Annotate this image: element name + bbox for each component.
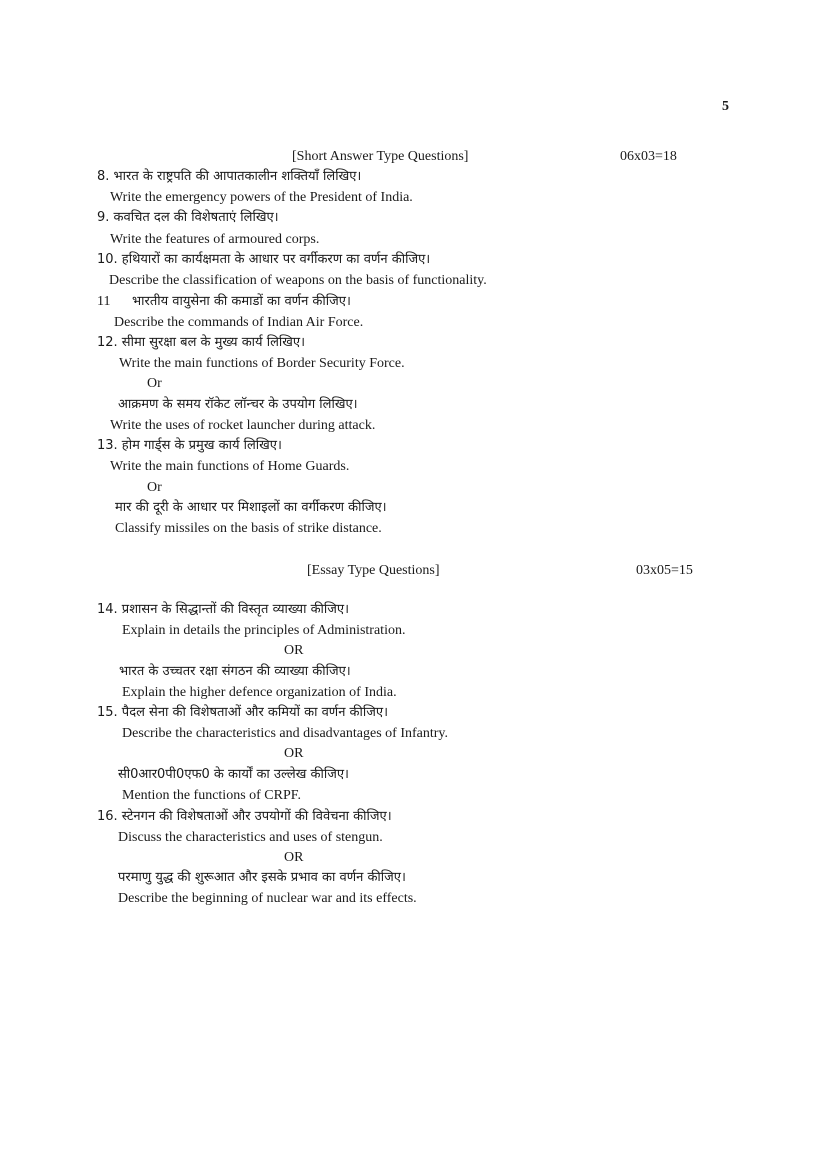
q11-english: Describe the commands of Indian Air Force. [114,315,364,330]
q13-alt-english: Classify missiles on the basis of strike distance. [115,521,382,536]
q16-hindi: 16. स्टेनगन की विशेषताओं और उपयोगों की विवेचना कीजिए। [97,809,392,824]
q12-alt-hindi: आक्रमण के समय रॉकेट लॉन्चर के उपयोग लिखिए। [118,397,358,412]
q10-english: Describe the classification of weapons on the basis of functionality. [109,273,487,288]
q16-english: Discuss the characteristics and uses of stengun. [118,830,383,845]
q14-alt-hindi: भारत के उच्चतर रक्षा संगठन की व्याख्या कीजिए। [119,664,351,679]
q13-alt-hindi: मार की दूरी के आधार पर मिशाइलों का वर्गीकरण कीजिए। [115,500,387,515]
q15-or: OR [284,746,304,761]
q11-number: 11 [97,294,111,309]
page-number: 5 [722,99,729,114]
q15-hindi: 15. पैदल सेना की विशेषताओं और कमियों का वर्णन कीजिए। [97,705,389,720]
short-section-marks: 06x03=18 [620,149,677,164]
q12-or: Or [147,376,162,391]
q13-english: Write the main functions of Home Guards. [110,459,350,474]
q16-alt-hindi: परमाणु युद्ध की शुरूआत और इसके प्रभाव का वर्णन कीजिए। [118,870,406,885]
q12-hindi: 12. सीमा सुरक्षा बल के मुख्य कार्य लिखिए। [97,335,306,350]
q16-alt-english: Describe the beginning of nuclear war and its effects. [118,891,417,906]
q11-hindi: भारतीय वायुसेना की कमाडों का वर्णन कीजिए। [132,294,351,309]
q13-hindi: 13. होम गार्ड्स के प्रमुख कार्य लिखिए। [97,438,282,453]
q9-hindi: 9. कवचित दल की विशेषताएं लिखिए। [97,210,279,225]
essay-section-marks: 03x05=15 [636,563,693,578]
q15-alt-hindi: सी0आर0पी0एफ0 के कार्यों का उल्लेख कीजिए। [118,767,349,782]
q13-or: Or [147,480,162,495]
q8-english: Write the emergency powers of the President of India. [110,190,413,205]
q8-hindi: 8. भारत के राष्ट्रपति की आपातकालीन शक्तियाँ लिखिए। [97,169,362,184]
q15-english: Describe the characteristics and disadvantages of Infantry. [122,726,449,741]
q14-or: OR [284,643,304,658]
q16-or: OR [284,850,304,865]
q14-english: Explain in details the principles of Administration. [122,623,406,638]
q10-hindi: 10. हथियारों का कार्यक्षमता के आधार पर वर्गीकरण का वर्णन कीजिए। [97,252,431,267]
short-section-title: [Short Answer Type Questions] [292,149,469,164]
q12-english: Write the main functions of Border Security Force. [119,356,405,371]
q14-alt-english: Explain the higher defence organization of India. [122,685,397,700]
q15-alt-english: Mention the functions of CRPF. [122,788,301,803]
q9-english: Write the features of armoured corps. [110,232,320,247]
q14-hindi: 14. प्रशासन के सिद्धान्तों की विस्तृत व्याख्या कीजिए। [97,602,350,617]
essay-section-title: [Essay Type Questions] [307,563,440,578]
q12-alt-english: Write the uses of rocket launcher during attack. [110,418,376,433]
